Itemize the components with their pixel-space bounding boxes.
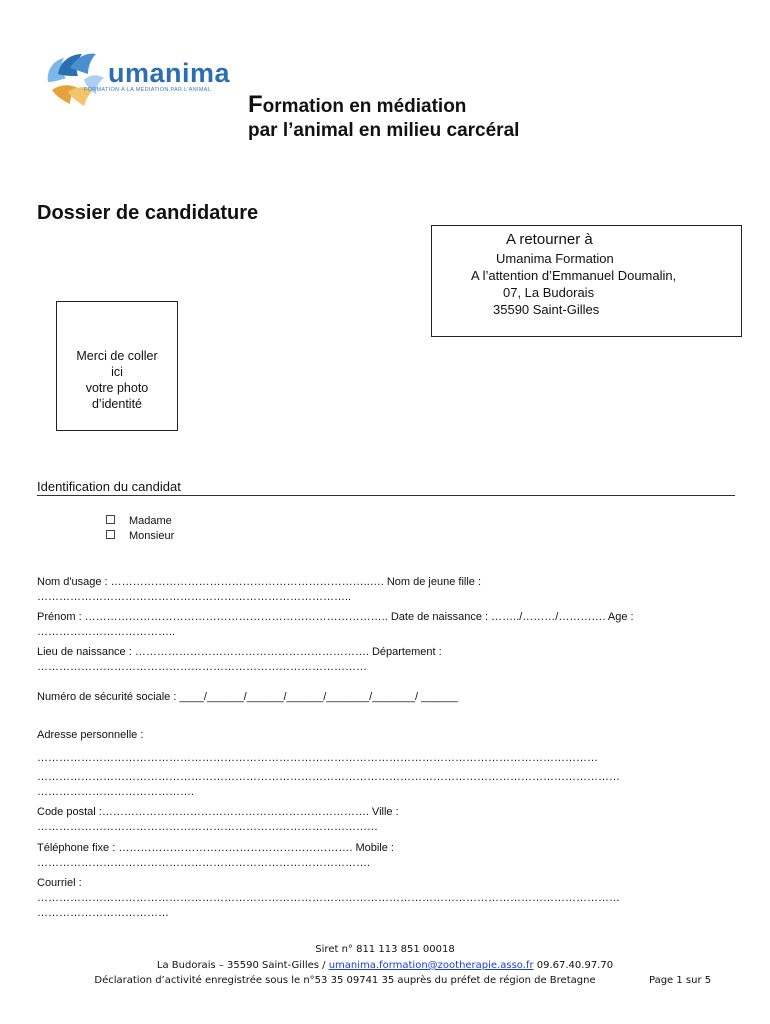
field-nom-jeune-fille-dots[interactable]: ………………………………………………………………………….. [37, 591, 352, 603]
footer-siret: Siret n° 811 113 851 00018 [315, 944, 455, 955]
hands-logo-icon [48, 54, 104, 106]
photo-line: Merci de coller [76, 349, 158, 363]
field-code-postal[interactable]: Code postal :………………………………………………………………. Ville : [37, 806, 399, 818]
title-rest: ormation en médiation [262, 96, 467, 117]
formation-title-line1 [248, 91, 466, 119]
section-title-identification: Identification du candidat [37, 479, 181, 494]
field-courriel-label: Courriel : [37, 877, 82, 889]
field-prenom[interactable]: Prénom : ……………………………………………………………………….. Date de naissance : ……../………/…………. Age : [37, 611, 634, 623]
civility-label: Madame [129, 515, 172, 527]
field-ville-dots[interactable]: ………………………………………………………………………………… [37, 821, 378, 833]
formation-title-line2: par l’animal en milieu carcéral [248, 120, 520, 141]
field-adresse-line[interactable]: ……………………………………. [37, 786, 195, 798]
footer-declaration: Déclaration d’activité enregistrée sous le n°53 35 09741 35 auprès du préfet de région de Bretagne [94, 975, 596, 986]
photo-line: votre photo [85, 381, 149, 395]
checkbox-icon[interactable] [106, 515, 115, 524]
return-address-line: A l’attention d’Emmanuel Doumalin, [471, 268, 677, 283]
field-nom-usage[interactable]: Nom d'usage : ……………………………………………………………..…. Nom de jeune fille : [37, 576, 482, 588]
civility-option-madame[interactable] [106, 515, 172, 527]
field-lieu-naissance[interactable]: Lieu de naissance : ………………………………………………………. Département : [37, 646, 442, 658]
civility-option-monsieur[interactable] [106, 530, 174, 542]
footer-email-link[interactable]: umanima.formation@zootherapie.asso.fr [328, 960, 534, 971]
footer-address: La Budorais – 35590 Saint-Gilles / [156, 960, 329, 971]
return-address-heading: A retourner à [506, 231, 593, 248]
field-adresse-line[interactable]: …………………………………………………………………………………………………………………………………………… [37, 771, 620, 783]
return-address-line: 35590 Saint-Gilles [493, 302, 600, 317]
photo-line: ici [111, 365, 123, 379]
photo-instructions [56, 348, 178, 412]
footer-phone: 09.67.40.97.70 [533, 960, 614, 971]
page-number: Page 1 sur 5 [649, 975, 712, 986]
field-departement-dots[interactable]: ……………………………………………………………………………… [37, 661, 367, 673]
field-adresse-line[interactable]: ……………………………………………………………………………………………………………………………………… [37, 752, 598, 764]
photo-line: d’identité [91, 397, 143, 411]
section-divider [37, 495, 735, 496]
field-mobile-dots[interactable]: ………………………………………………………………………………. [37, 857, 371, 869]
footer-contact [0, 960, 770, 971]
return-address-line: 07, La Budorais [503, 285, 595, 300]
return-address-line: Umanima Formation [496, 251, 614, 266]
logo-wordmark: umanima [108, 58, 231, 88]
field-courriel-line[interactable]: ……………………………… [37, 907, 169, 919]
field-adresse-label: Adresse personnelle : [37, 729, 144, 741]
title-initial: F [248, 91, 263, 118]
field-telephone-fixe[interactable]: Téléphone fixe : ………………………………………………………. Mobile : [37, 842, 394, 854]
dossier-title: Dossier de candidature [37, 202, 259, 224]
civility-label: Monsieur [129, 530, 175, 542]
field-courriel-line[interactable]: …………………………………………………………………………………………………………………………………………… [37, 892, 620, 904]
field-age-dots[interactable]: ……………………………….. [37, 626, 176, 638]
checkbox-icon[interactable] [106, 530, 115, 539]
logo-tagline: FORMATION À LA MÉDIATION PAR L'ANIMAL [84, 87, 212, 93]
field-securite-sociale[interactable]: Numéro de sécurité sociale : ____/______/______/______/_______/_______/ ______ [37, 691, 458, 703]
